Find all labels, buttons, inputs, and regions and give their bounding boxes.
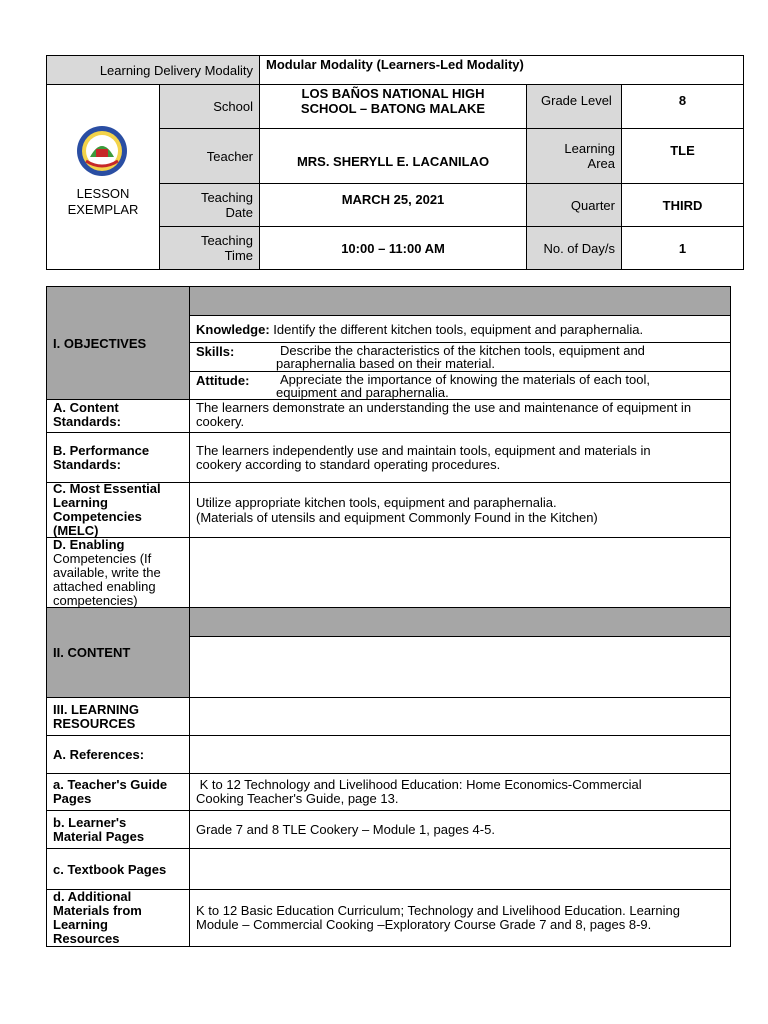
additional-materials-label-cell <box>46 889 190 947</box>
content-standards-label-cell <box>46 399 190 433</box>
learners-material-label-cell <box>46 810 190 849</box>
date-label-line: Teaching <box>200 190 253 205</box>
attitude-cell <box>189 371 731 400</box>
attitude-text-line: equipment and paraphernalia. <box>276 385 449 400</box>
objectives-label-cell <box>46 286 190 400</box>
teachers-guide-label: Pages <box>53 791 92 806</box>
melc-cell <box>189 482 731 538</box>
lesson-exemplar-cell <box>46 84 160 270</box>
time-label-line: Teaching <box>200 233 253 248</box>
exemplar-word: EXEMPLAR <box>67 202 139 217</box>
school-value-line: SCHOOL – BATONG MALAKE <box>300 101 486 116</box>
additional-materials-cell <box>189 889 731 947</box>
grade-value-cell <box>621 84 744 129</box>
melc-text: (Materials of utensils and equipment Commonly Found in the Kitchen) <box>196 510 598 525</box>
area-label-line: Learning <box>564 141 615 156</box>
references-label: A. References: <box>53 747 145 762</box>
additional-materials-label: Learning <box>53 917 108 932</box>
date-label-line: Date <box>225 205 253 220</box>
teachers-guide-label: a. Teacher's Guide <box>53 777 168 792</box>
performance-standards-text: cookery according to standard operating procedures. <box>196 456 501 472</box>
teachers-guide-text: Cooking Teacher's Guide, page 13. <box>196 791 399 806</box>
enabling-cell <box>189 537 731 608</box>
performance-standards-text: The learners independently use and maintain tools, equipment and materials in <box>196 442 651 458</box>
enabling-label: available, write the <box>53 564 161 580</box>
additional-materials-label: d. Additional <box>53 889 132 904</box>
content-standards-text: The learners demonstrate an understanding the use and maintenance of equipment in <box>196 400 692 415</box>
learners-material-cell <box>189 810 731 849</box>
modality-label-cell <box>46 55 260 85</box>
resources-label: RESOURCES <box>53 715 136 731</box>
additional-materials-text: Module – Commercial Cooking –Exploratory Course Grade 7 and 8, pages 8-9. <box>196 917 652 932</box>
content-header-bar <box>189 607 731 637</box>
area-label-line: Area <box>587 156 615 171</box>
content-label-cell <box>46 607 190 698</box>
textbook-cell <box>189 848 731 890</box>
resources-label-cell <box>46 697 190 736</box>
references-cell <box>189 735 731 774</box>
days-label: No. of Day/s <box>543 240 615 256</box>
performance-standards-cell <box>189 432 731 483</box>
learners-material-label: b. Learner's <box>53 814 127 830</box>
teacher-value: MRS. SHERYLL E. LACANILAO <box>296 154 490 169</box>
content-cell <box>189 636 731 698</box>
knowledge-text: Identify the different kitchen tools, equipment and paraphernalia. <box>269 321 644 337</box>
resources-cell <box>189 697 731 736</box>
learners-material-label: Material Pages <box>53 828 145 844</box>
school-value-line: LOS BAÑOS NATIONAL HIGH <box>301 86 485 101</box>
melc-text: Utilize appropriate kitchen tools, equipment and paraphernalia. <box>196 495 557 510</box>
time-value: 10:00 – 11:00 AM <box>341 240 445 256</box>
additional-materials-label: Resources <box>53 931 120 946</box>
quarter-value-cell <box>621 183 744 227</box>
school-value-cell <box>259 84 527 129</box>
attitude-text <box>276 373 650 399</box>
time-value-cell <box>259 226 527 270</box>
days-label-cell <box>526 226 622 270</box>
performance-standards-label-cell <box>46 432 190 483</box>
enabling-label: competencies) <box>53 592 138 608</box>
quarter-label-cell <box>526 183 622 227</box>
textbook-label-cell <box>46 848 190 890</box>
textbook-label: c. Textbook Pages <box>53 861 167 877</box>
teachers-guide-text: K to 12 Technology and Livelihood Education: Home Economics-Commercial <box>196 777 642 792</box>
skills-text-line: Describe the characteristics of the kitchen tools, equipment and <box>280 343 645 358</box>
modality-label: Learning Delivery Modality <box>99 62 253 78</box>
melc-label: (MELC) <box>53 523 99 538</box>
quarter-label: Quarter <box>570 197 615 213</box>
date-value-cell <box>259 183 527 227</box>
attitude-label: Attitude: <box>196 373 250 388</box>
modality-value: Modular Modality (Learners-Led Modality) <box>266 57 524 72</box>
objectives-header-bar <box>189 286 731 316</box>
melc-label: Learning <box>53 495 108 510</box>
skills-text-line: paraphernalia based on their material. <box>276 356 495 371</box>
school-label-cell <box>159 84 260 129</box>
teachers-guide-cell <box>189 773 731 811</box>
quarter-value: THIRD <box>662 197 703 213</box>
modality-value-cell <box>259 55 744 85</box>
enabling-label: attached enabling <box>53 578 156 594</box>
attitude-text-line: Appreciate the importance of knowing the materials of each tool, <box>280 372 650 387</box>
performance-standards-label: Standards: <box>53 456 121 472</box>
learners-material-text: Grade 7 and 8 TLE Cookery – Module 1, pages 4-5. <box>196 822 495 837</box>
area-value-cell <box>621 128 744 184</box>
objectives-label: I. OBJECTIVES <box>53 335 147 351</box>
content-label: II. CONTENT <box>53 645 131 660</box>
references-label-cell <box>46 735 190 774</box>
lesson-word: LESSON <box>76 186 130 201</box>
knowledge-label: Knowledge: <box>196 321 270 337</box>
performance-standards-label: B. Performance <box>53 442 150 458</box>
teacher-label: Teacher <box>206 148 253 164</box>
melc-label-cell <box>46 482 190 538</box>
grade-label: Grade Level <box>541 93 612 108</box>
lesson-exemplar-title <box>47 186 159 218</box>
grade-label-cell <box>526 84 622 129</box>
school-label: School <box>213 99 253 114</box>
melc-label: C. Most Essential <box>53 481 161 496</box>
additional-materials-label: Materials from <box>53 903 142 918</box>
time-label-cell <box>159 226 260 270</box>
skills-text <box>276 344 645 370</box>
area-label-cell <box>526 128 622 184</box>
date-label-cell <box>159 183 260 227</box>
date-value: MARCH 25, 2021 <box>341 192 445 207</box>
content-standards-cell <box>189 399 731 433</box>
enabling-label: Competencies (If <box>53 550 152 566</box>
melc-label: Competencies <box>53 509 142 524</box>
teacher-label-cell <box>159 128 260 184</box>
teachers-guide-label-cell <box>46 773 190 811</box>
school-seal-icon <box>76 125 128 177</box>
knowledge-cell <box>189 315 731 343</box>
skills-cell <box>189 342 731 372</box>
teacher-value-cell <box>259 128 527 184</box>
days-value: 1 <box>678 240 687 256</box>
additional-materials-text: K to 12 Basic Education Curriculum; Technology and Livelihood Education. Learning <box>196 903 680 918</box>
grade-value: 8 <box>678 93 687 108</box>
time-label-line: Time <box>224 248 253 263</box>
enabling-label-title: D. Enabling <box>53 536 125 552</box>
area-value: TLE <box>670 143 695 158</box>
skills-label: Skills: <box>196 344 235 359</box>
content-standards-text: cookery. <box>196 414 245 429</box>
resources-label: III. LEARNING <box>53 701 139 717</box>
days-value-cell <box>621 226 744 270</box>
enabling-label-cell <box>46 537 190 608</box>
content-standards-label: A. Content <box>53 400 119 415</box>
content-standards-label: Standards: <box>53 414 121 429</box>
